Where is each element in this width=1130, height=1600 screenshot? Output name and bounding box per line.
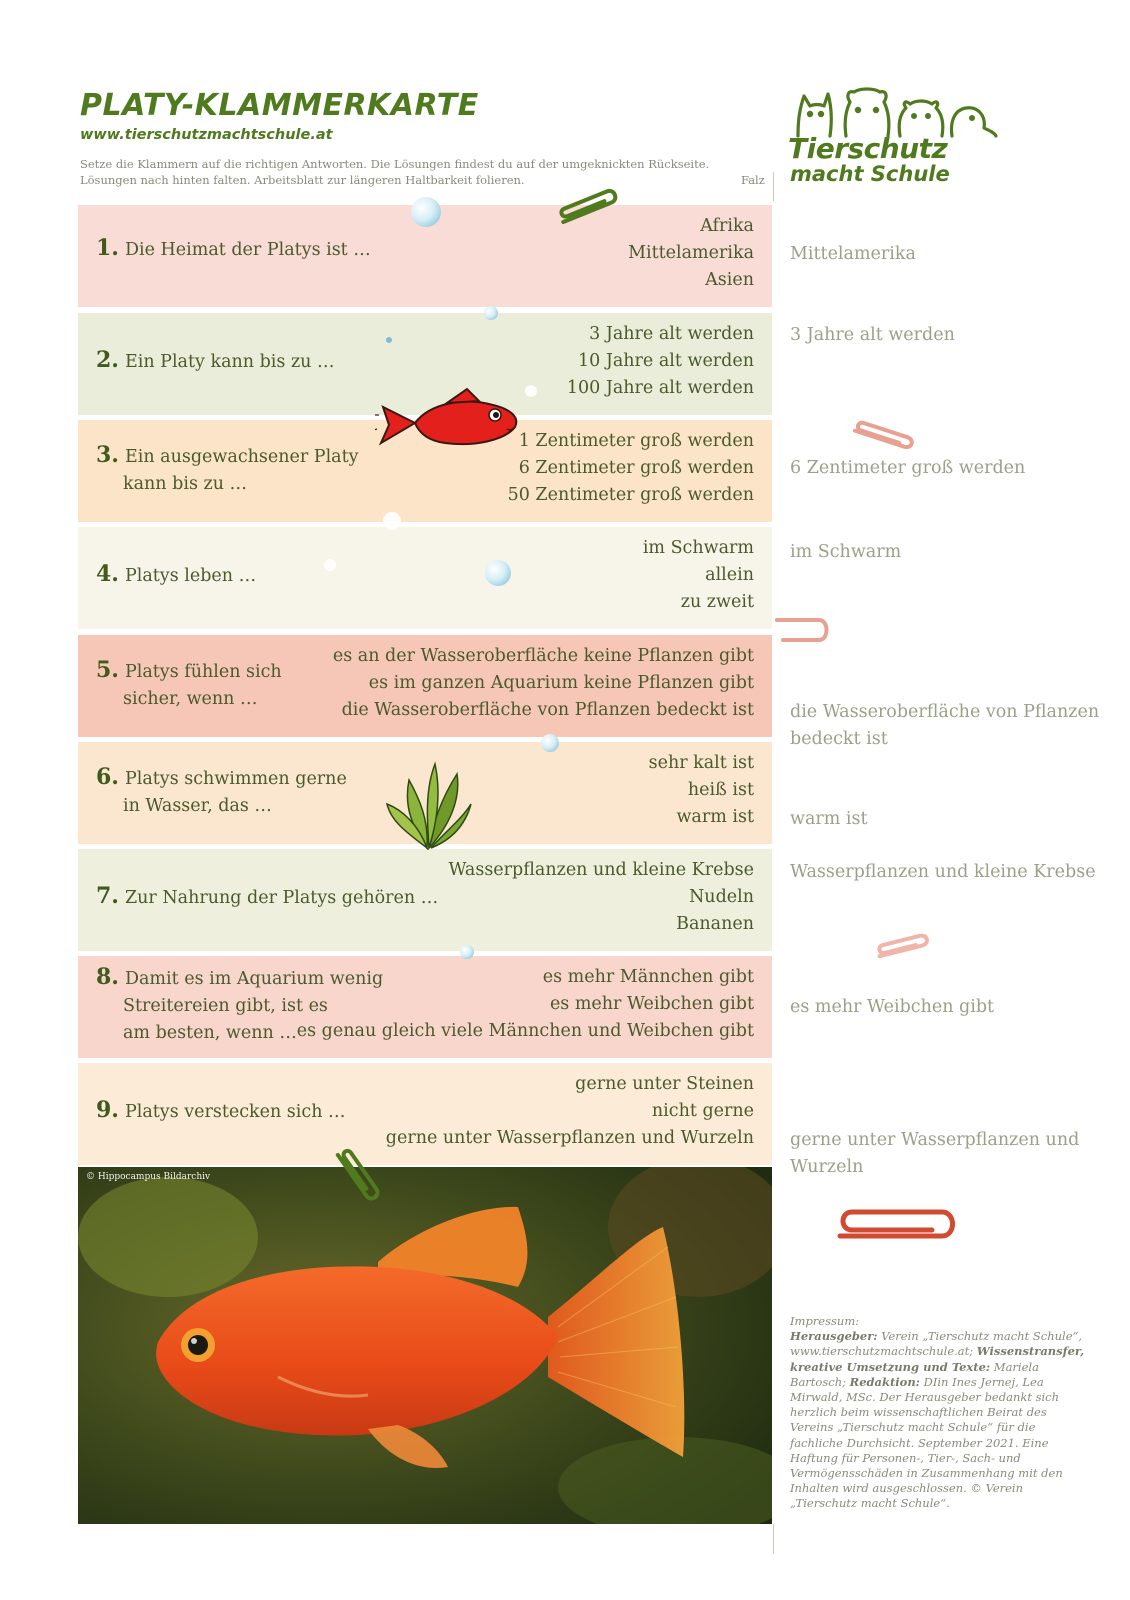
- fold-line: [773, 172, 774, 201]
- answer-options: [508, 428, 754, 509]
- answer-option[interactable]: die Wasseroberfläche von Pflanzen bedeckt ist: [341, 700, 754, 720]
- answer-options: [297, 964, 754, 1045]
- imprint-label: Wissenstransfer, kreative Umsetzung und Texte:: [790, 1344, 1085, 1374]
- question-text: [96, 1097, 346, 1126]
- answer-option[interactable]: sehr kalt ist: [648, 753, 754, 773]
- fold-line: [773, 1524, 774, 1554]
- answer-option[interactable]: warm ist: [676, 807, 754, 827]
- instructions-line-2: Lösungen nach hinten falten. Arbeitsblatt zur längeren Haltbarkeit folieren.: [80, 172, 525, 187]
- imprint-label: Redaktion:: [849, 1374, 920, 1389]
- question-line: Ein Platy kann bis zu …: [124, 352, 335, 372]
- solution-7: Wasserpflanzen und kleine Krebse: [790, 862, 1096, 882]
- answer-option[interactable]: 6 Zentimeter groß werden: [518, 458, 754, 478]
- question-text: [96, 442, 359, 498]
- water-plant-icon: [385, 760, 475, 850]
- answer-option[interactable]: 10 Jahre alt werden: [578, 351, 754, 371]
- answer-option[interactable]: Wasserpflanzen und kleine Krebse: [448, 860, 754, 880]
- answer-options: [628, 213, 754, 294]
- answer-option[interactable]: Afrika: [700, 216, 754, 236]
- question-line: Platys verstecken sich …: [124, 1102, 346, 1122]
- answer-option[interactable]: Nudeln: [688, 887, 754, 907]
- question-row-1: [78, 205, 772, 307]
- question-line: Ein ausgewachsener Platy: [124, 447, 359, 467]
- answer-options: [333, 643, 754, 724]
- photo-credit: © Hippocampus Bildarchiv: [86, 1172, 211, 1182]
- website-url[interactable]: www.tierschutzmachtschule.at: [80, 127, 333, 143]
- paperclip-pink-icon: [848, 418, 920, 458]
- question-row-4: [78, 527, 772, 629]
- platy-photo: [78, 1167, 772, 1524]
- answer-option[interactable]: heiß ist: [687, 780, 754, 800]
- question-text: [96, 235, 371, 264]
- answer-option[interactable]: 50 Zentimeter groß werden: [507, 485, 754, 505]
- answer-option[interactable]: Mittelamerika: [628, 243, 754, 263]
- question-text: [96, 764, 347, 820]
- question-number: 9.: [96, 1097, 119, 1123]
- instructions-line-1: Setze die Klammern auf die richtigen Antworten. Die Lösungen findest du auf der umgeknickten Rückseite.: [80, 157, 710, 171]
- solution-9: gerne unter Wasserpflanzen und Wurzeln: [790, 1130, 1080, 1177]
- paperclip-green-icon: [550, 183, 630, 233]
- question-text: [96, 883, 438, 912]
- answer-option[interactable]: im Schwarm: [642, 538, 754, 558]
- solution-2: 3 Jahre alt werden: [790, 325, 955, 345]
- question-row-9: [78, 1063, 772, 1165]
- fold-label: Falz: [741, 173, 765, 187]
- question-line: Platys schwimmen gerne: [124, 769, 347, 789]
- instructions: [80, 157, 770, 188]
- question-line: in Wasser, das …: [123, 796, 272, 816]
- question-text: [96, 657, 282, 713]
- answer-option[interactable]: es im ganzen Aquarium keine Pflanzen gibt: [368, 673, 754, 693]
- answer-option[interactable]: es mehr Männchen gibt: [542, 967, 754, 987]
- answer-option[interactable]: es mehr Weibchen gibt: [549, 994, 754, 1014]
- answer-option[interactable]: zu zweit: [680, 592, 754, 612]
- question-row-7: [78, 849, 772, 951]
- answer-option[interactable]: 3 Jahre alt werden: [589, 324, 754, 344]
- answer-option[interactable]: Asien: [705, 270, 754, 290]
- answer-option[interactable]: es genau gleich viele Männchen und Weibchen gibt: [296, 1021, 754, 1041]
- question-line: Platys fühlen sich: [124, 662, 282, 682]
- solution-6: warm ist: [790, 809, 868, 829]
- question-number: 2.: [96, 347, 119, 373]
- question-number: 3.: [96, 442, 119, 468]
- question-line: Die Heimat der Platys ist …: [124, 240, 371, 260]
- logo: [790, 82, 1000, 190]
- answer-option[interactable]: 100 Jahre alt werden: [566, 378, 754, 398]
- imprint-text: DIin Ines Jernej, Lea Mirwald, MSc. Der Herausgeber bedankt sich herzlich beim wissenschaftlichen Beirat des Vereins „Tierschutz macht Schule“ für die fachliche Durchsicht. September 2021. Eine Haftung für Personen-, Tier-, Sach- und Vermögensschäden in Zusammenhang mit den Inhalten wird ausgeschlossen. © Verein „Tierschutz macht Schule“.: [790, 1374, 1063, 1511]
- answer-options: [649, 750, 754, 831]
- question-row-8: [78, 956, 772, 1058]
- paperclip-pink-icon: [775, 612, 835, 648]
- imprint-text: Mariela Bartosch;: [790, 1359, 1039, 1389]
- question-number: 7.: [96, 883, 119, 909]
- paperclip-red-icon: [832, 1200, 962, 1250]
- logo-text-macht-schule: macht Schule: [790, 162, 950, 186]
- question-row-5: [78, 635, 772, 737]
- question-line: Streitereien gibt, ist es: [123, 996, 328, 1016]
- answer-options: [448, 857, 754, 938]
- solution-8: es mehr Weibchen gibt: [790, 997, 995, 1017]
- answer-options: [386, 1071, 754, 1152]
- question-number: 4.: [96, 561, 119, 587]
- question-number: 6.: [96, 764, 119, 790]
- question-line: sicher, wenn …: [123, 689, 258, 709]
- platy-fish-image: [78, 1167, 772, 1524]
- imprint: [790, 1314, 1090, 1512]
- solution-5: die Wasseroberfläche von Pflanzen bedeckt ist: [790, 702, 1100, 749]
- question-text: [96, 347, 335, 376]
- imprint-text: Verein „Tierschutz macht Schule“, www.tierschutzmachtschule.at;: [790, 1329, 1083, 1359]
- solution-3: 6 Zentimeter groß werden: [790, 458, 1026, 478]
- answer-option[interactable]: Bananen: [676, 914, 754, 934]
- question-line: Zur Nahrung der Platys gehören …: [124, 888, 439, 908]
- answer-option[interactable]: gerne unter Steinen: [575, 1074, 754, 1094]
- question-line: Damit es im Aquarium wenig: [124, 969, 384, 989]
- question-number: 1.: [96, 235, 119, 261]
- page-title: PLATY-KLAMMERKARTE: [80, 88, 479, 123]
- solution-4: im Schwarm: [790, 542, 902, 562]
- answer-option[interactable]: gerne unter Wasserpflanzen und Wurzeln: [385, 1128, 754, 1148]
- imprint-text: Impressum:: [790, 1314, 860, 1328]
- question-line: Platys leben …: [124, 566, 257, 586]
- answer-options: [643, 535, 754, 616]
- answer-option[interactable]: 1 Zentimeter groß werden: [518, 431, 754, 451]
- question-line: kann bis zu …: [123, 474, 248, 494]
- answer-option[interactable]: nicht gerne: [651, 1101, 754, 1121]
- answer-option[interactable]: allein: [705, 565, 754, 585]
- question-number: 5.: [96, 657, 119, 683]
- paperclip-pink-icon: [872, 930, 936, 964]
- logo-text-tierschutz: Tierschutz: [788, 132, 948, 165]
- question-line: am besten, wenn …: [123, 1023, 297, 1043]
- question-number: 8.: [96, 964, 119, 990]
- question-text: [96, 561, 256, 590]
- solution-1: Mittelamerika: [790, 244, 916, 264]
- answer-options: [567, 321, 754, 402]
- paperclip-green-icon: [328, 1140, 388, 1210]
- imprint-label: Herausgeber:: [790, 1329, 878, 1344]
- cartoon-fish-icon: [375, 385, 525, 460]
- answer-option[interactable]: es an der Wasseroberfläche keine Pflanzen gibt: [332, 646, 754, 666]
